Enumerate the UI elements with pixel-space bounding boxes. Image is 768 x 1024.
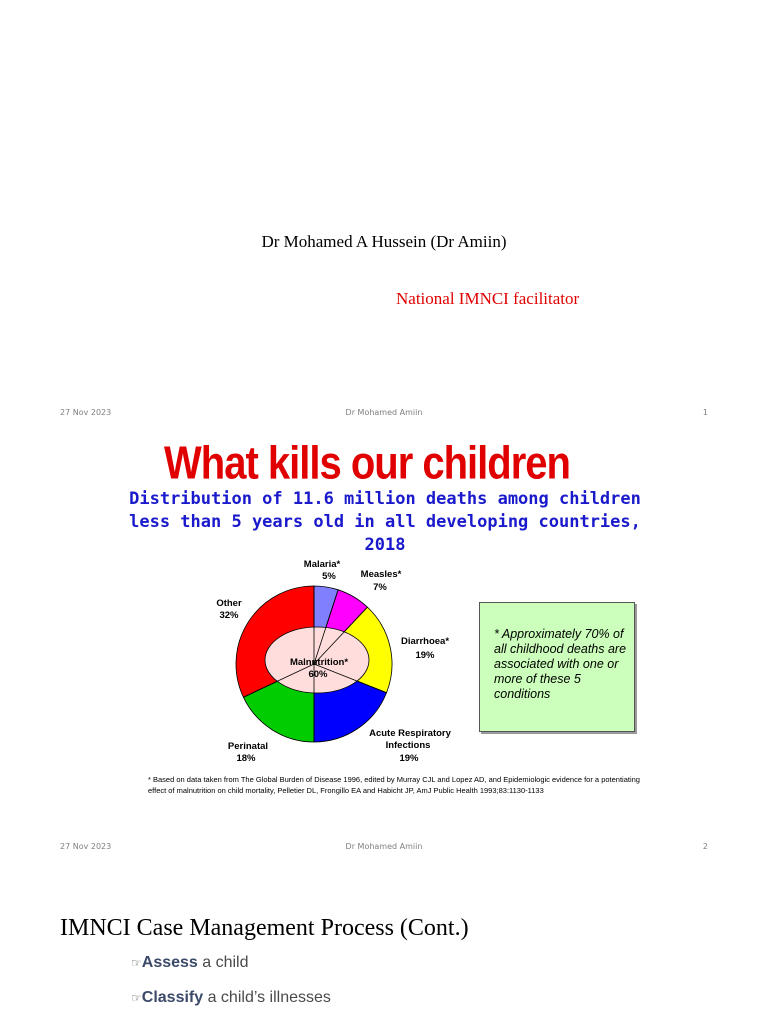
callout-box: * Approximately 70% of all childhood deaths are associated with one or more of these 5 conditions xyxy=(479,602,635,732)
author-role: National IMNCI facilitator xyxy=(396,289,580,308)
value-measles: 7% xyxy=(373,582,387,593)
footer-page-number: 1 xyxy=(702,408,708,417)
slide-2 xyxy=(0,430,768,860)
slide-3 xyxy=(0,860,768,1024)
value-malnutrition: 60% xyxy=(308,669,328,680)
label-measles: Measles* xyxy=(360,569,402,580)
pointing-hand-icon: ☞ xyxy=(131,991,142,1005)
slide-title: IMNCI Case Management Process (Cont.) xyxy=(60,915,469,941)
list-item-text: a child’s illnesses xyxy=(203,989,331,1006)
footer-date: 27 Nov 2023 xyxy=(60,842,112,851)
label-malaria: Malaria* xyxy=(303,559,341,570)
list-item-text: a child xyxy=(197,954,249,971)
footer-author: Dr Mohamed Amiin xyxy=(345,842,423,851)
value-other: 32% xyxy=(219,610,239,621)
list-item-assess xyxy=(131,954,249,972)
footer-author: Dr Mohamed Amiin xyxy=(345,408,423,417)
footer-page-number: 2 xyxy=(702,842,708,851)
list-item-classify xyxy=(131,989,331,1007)
label-other: Other xyxy=(216,598,242,609)
value-malaria: 5% xyxy=(322,571,336,582)
slide-1 xyxy=(0,0,768,430)
label-perinatal: Perinatal xyxy=(227,741,269,752)
slide-title: What kills our children xyxy=(164,438,570,489)
value-ari: 19% xyxy=(399,753,419,764)
label-malnutrition: Malnutrition* xyxy=(289,657,349,668)
value-perinatal: 18% xyxy=(236,753,256,764)
value-diarrhoea: 19% xyxy=(415,650,435,661)
pointing-hand-icon: ☞ xyxy=(131,956,142,970)
slide-subtitle: Distribution of 11.6 million deaths among children less than 5 years old in all developing countries, 2018 xyxy=(129,489,641,555)
list-item-bold: Assess xyxy=(141,954,198,971)
author-name: Dr Mohamed A Hussein (Dr Amiin) xyxy=(261,232,507,251)
footer-date: 27 Nov 2023 xyxy=(60,408,112,417)
label-ari-line1: Acute Respiratory xyxy=(369,728,451,739)
label-ari-line2: Infections xyxy=(385,740,431,751)
list-item-bold: Classify xyxy=(141,989,204,1006)
source-footnote: * Based on data taken from The Global Burden of Disease 1996, edited by Murray CJL and Lopez AD, and Epidemiologic evidence for a potentiating effect of malnutrition on child mortality, Pelletier DL, Frongillo EA and Habicht JP, AmJ Public Health 1993;83:1130-1133 xyxy=(148,775,640,795)
label-diarrhoea: Diarrhoea* xyxy=(400,636,450,647)
